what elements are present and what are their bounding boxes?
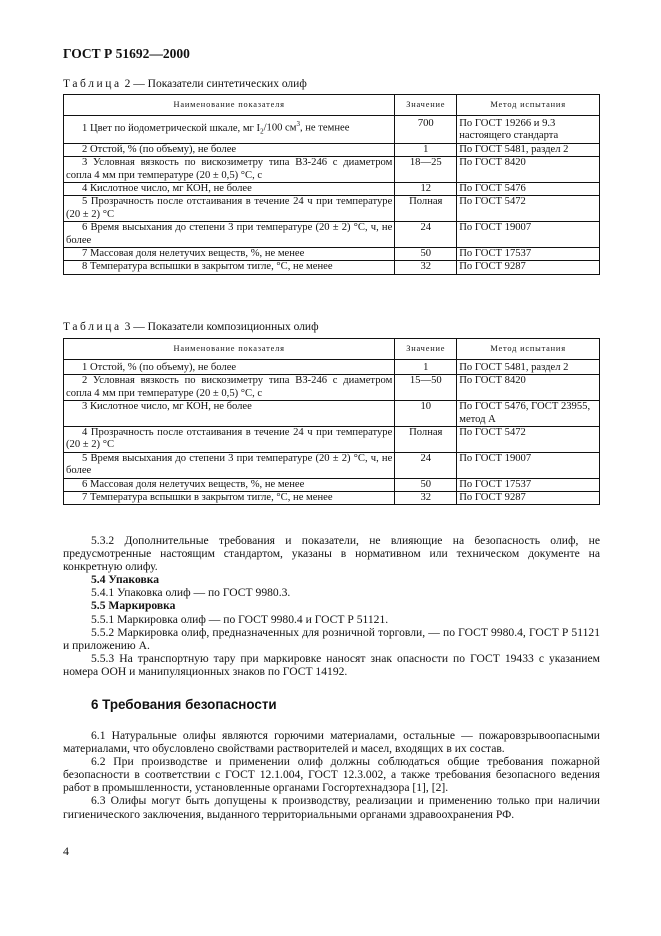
section-6-heading: 6 Требования безопасности [91, 697, 277, 712]
table-row [64, 401, 600, 427]
table-row [64, 360, 600, 375]
indicator-value: 15—50 [395, 375, 457, 401]
section-6-text [63, 729, 600, 821]
table3 [63, 338, 600, 505]
table3-caption-prefix: Таблица [63, 321, 122, 333]
indicator-name: 6 Массовая доля нелетучих веществ, %, не менее [64, 478, 395, 491]
table3-col-name: Наименование показателя [64, 339, 395, 360]
indicator-value: 50 [395, 478, 457, 491]
table-row [64, 427, 600, 453]
indicator-name: 5 Прозрачность после отстаивания в течение 24 ч при температуре (20 ± 2) °С [64, 196, 395, 222]
table2-caption-text: 2 — Показатели синтетических олиф [124, 78, 307, 90]
table-row [64, 157, 600, 183]
test-method: По ГОСТ 5472 [457, 427, 600, 453]
indicator-value: 12 [395, 183, 457, 196]
table-row [64, 492, 600, 505]
table-row [64, 248, 600, 261]
table-row [64, 478, 600, 491]
indicator-name: 3 Условная вязкость по вискозиметру типа ВЗ-246 с диаметром сопла 4 мм при температуре (20 ± 0,5) °С, с [64, 157, 395, 183]
table-row [64, 222, 600, 248]
indicator-name: 5 Время высыхания до степени 3 при температуре (20 ± 2) °С, ч, не более [64, 452, 395, 478]
test-method: По ГОСТ 8420 [457, 375, 600, 401]
indicator-name: 6 Время высыхания до степени 3 при температуре (20 ± 2) °С, ч, не более [64, 222, 395, 248]
indicator-value: Полная [395, 196, 457, 222]
page-number: 4 [63, 844, 69, 858]
indicator-value: 24 [395, 452, 457, 478]
test-method: По ГОСТ 9287 [457, 261, 600, 274]
section-5-text [63, 534, 600, 678]
indicator-value: 18—25 [395, 157, 457, 183]
table2 [63, 94, 600, 275]
test-method: По ГОСТ 5481, раздел 2 [457, 360, 600, 375]
indicator-name: 3 Кислотное число, мг КОН, не более [64, 401, 395, 427]
table3-col-value: Значение [395, 339, 457, 360]
indicator-value: 10 [395, 401, 457, 427]
table3-caption-text: 3 — Показатели композиционных олиф [124, 321, 319, 333]
indicator-name: 4 Кислотное число, мг КОН, не более [64, 183, 395, 196]
test-method: По ГОСТ 5472 [457, 196, 600, 222]
indicator-name: 7 Температура вспышки в закрытом тигле, °С, не менее [64, 492, 395, 505]
para-5-5-3: 5.5.3 На транспортную тару при маркировке наносят знак опасности по ГОСТ 19433 с указанием номера ООН и манипуляционных знаков по ГОСТ 14192. [63, 651, 600, 678]
table2-col-method: Метод испытания [457, 95, 600, 116]
indicator-name: 2 Условная вязкость по вискозиметру типа ВЗ-246 с диаметром сопла 4 мм при температуре (20 ± 0,5) °С, с [64, 375, 395, 401]
indicator-value: Полная [395, 427, 457, 453]
table-row [64, 452, 600, 478]
table3-col-method: Метод испытания [457, 339, 600, 360]
table-row [64, 183, 600, 196]
indicator-name: 2 Отстой, % (по объему), не более [64, 143, 395, 156]
table2-caption [63, 78, 307, 90]
table2-col-name: Наименование показателя [64, 95, 395, 116]
test-method: По ГОСТ 19266 и 9.3 настоящего стандарта [457, 116, 600, 144]
indicator-value: 50 [395, 248, 457, 261]
para-5-5-2: 5.5.2 Маркировка олиф, предназначенных для розничной торговли, — по ГОСТ 9980.4, ГОСТ Р 51121 и приложению А. [63, 625, 600, 652]
test-method: По ГОСТ 19007 [457, 222, 600, 248]
table2-caption-prefix: Таблица [63, 78, 122, 90]
indicator-value: 24 [395, 222, 457, 248]
indicator-name: 1 Цвет по йодометрической шкале, мг $I_2/100$ $см^3$, не темнее [64, 116, 395, 144]
test-method: По ГОСТ 5476, ГОСТ 23955, метод А [457, 401, 600, 427]
heading-5-5: 5.5 Маркировка [91, 599, 176, 613]
table2-col-value: Значение [395, 95, 457, 116]
indicator-name: 7 Массовая доля нелетучих веществ, %, не менее [64, 248, 395, 261]
document-code-header: ГОСТ Р 51692—2000 [63, 46, 190, 61]
table-row [64, 375, 600, 401]
test-method: По ГОСТ 9287 [457, 492, 600, 505]
test-method: По ГОСТ 17537 [457, 478, 600, 491]
indicator-value: 32 [395, 261, 457, 274]
indicator-value: 32 [395, 492, 457, 505]
test-method: По ГОСТ 17537 [457, 248, 600, 261]
para-6-2: 6.2 При производстве и применении олиф должны соблюдаться общие требования пожарной безопасности в соответствии с ГОСТ 12.1.004, ГОСТ 12.3.002, а также требования безопасного ведения работ в промышленности, установленные органами Госгортехнадзора [1], [2]. [63, 755, 600, 795]
table-row [64, 196, 600, 222]
indicator-name: 8 Температура вспышки в закрытом тигле, °С, не менее [64, 261, 395, 274]
table3-caption [63, 321, 319, 333]
para-6-3: 6.3 Олифы могут быть допущены к производству, реализации и применению только при наличии гигиенического заключения, выданного территориальными органами здравоохранения РФ. [63, 794, 600, 821]
test-method: По ГОСТ 5481, раздел 2 [457, 143, 600, 156]
test-method: По ГОСТ 8420 [457, 157, 600, 183]
indicator-name: 1 Отстой, % (по объему), не более [64, 360, 395, 375]
para-5-5-1: 5.5.1 Маркировка олиф — по ГОСТ 9980.4 и ГОСТ Р 51121. [91, 612, 389, 626]
para-5-4-1: 5.4.1 Упаковка олиф — по ГОСТ 9980.3. [91, 586, 291, 600]
table-row [64, 143, 600, 156]
table-row [64, 116, 600, 144]
indicator-value: 1 [395, 143, 457, 156]
test-method: По ГОСТ 5476 [457, 183, 600, 196]
heading-5-4: 5.4 Упаковка [91, 573, 160, 587]
indicator-value: 1 [395, 360, 457, 375]
table-row [64, 261, 600, 274]
para-6-1: 6.1 Натуральные олифы являются горючими материалами, остальные — пожаровзрывоопасными материалами, что обусловлено свойствами растворителей и масел, входящих в их состав. [63, 729, 600, 756]
para-5-3-2: 5.3.2 Дополнительные требования и показатели, не влияющие на безопасность олиф, не предусмотренные настоящим стандартом, указаны в нормативном или техническом документе на конкретную олифу. [63, 534, 600, 574]
indicator-name: 4 Прозрачность после отстаивания в течение 24 ч при температуре (20 ± 2) °С [64, 427, 395, 453]
test-method: По ГОСТ 19007 [457, 452, 600, 478]
indicator-value: 700 [395, 116, 457, 144]
